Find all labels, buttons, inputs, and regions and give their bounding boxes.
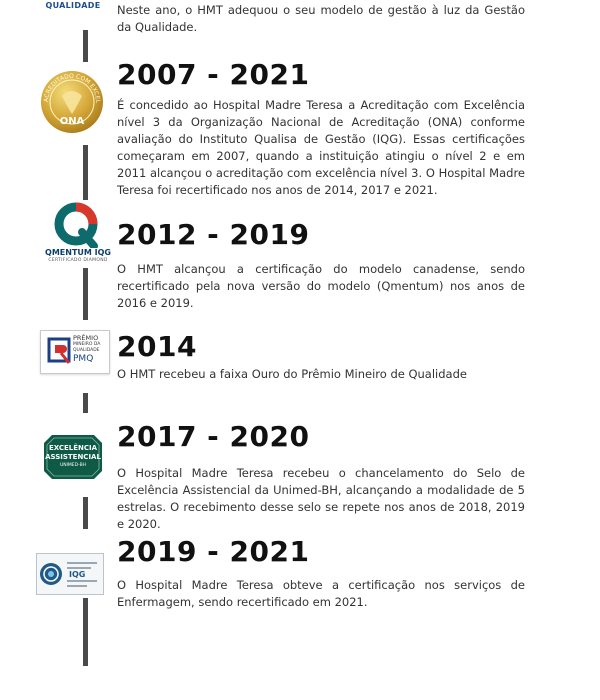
entry-text-2012-2019: O HMT alcançou a certificação do modelo canadense, sendo recertificado pela nova versão do modelo (Qmentum) nos anos de 2016 e 2019. — [117, 262, 525, 310]
entry-text-2017-2020: O Hospital Madre Teresa recebeu o chancelamento do Selo de Excelência Assistencial da Unimed-BH, alcançando a modalidade de 5 estrelas. O recebimento desse selo se repete nos anos de 2018, 2019 e 2020. — [117, 466, 525, 531]
entry-text-intro: Neste ano, o HMT adequou o seu modelo de gestão à luz da Gestão da Qualidade. — [117, 3, 525, 34]
ona-seal-logo — [40, 66, 104, 134]
unimed-line1: EXCELÊNCIA — [48, 444, 98, 452]
entry-text-2019-2021: O Hospital Madre Teresa obteve a certificação nos serviços de Enfermagem, sendo recertificado em 2021. — [117, 578, 525, 609]
pmq-logo — [40, 330, 110, 374]
qmentum-subtitle: CERTIFICADO DIAMOND — [48, 258, 108, 263]
timeline-connector — [83, 145, 88, 200]
unimed-line3: UNIMED-BH — [59, 463, 87, 468]
qualidade-logo — [44, 0, 102, 14]
qmentum-logo — [52, 202, 100, 248]
entry-text-2007-2021: É concedido ao Hospital Madre Teresa a Acreditação com Excelência nível 3 da Organização Nacional de Acreditação (ONA) conforme avaliação do Instituto Qualisa de Gestão (IQG). Essas certificações começaram em 2007, quando a instituição atingiu o nível 2 e em 2011 alcançou o acreditação com excelência nível 3. O Hospital Madre Teresa foi recertificado nos anos de 2014, 2017 e 2021. — [117, 98, 525, 197]
timeline-connector — [83, 268, 88, 320]
timeline-connector — [83, 393, 88, 413]
pmq-line1: PRÊMIO — [73, 334, 99, 342]
timeline-connector — [83, 30, 88, 62]
timeline-connector — [83, 497, 88, 529]
entry-title-2007-2021: 2007 - 2021 — [117, 58, 310, 91]
pmq-line2: MINEIRO DA — [73, 342, 101, 347]
pmq-abbr: PMQ — [73, 354, 94, 364]
ona-mark-text: ONA — [59, 116, 85, 127]
ona-ring-text: ACREDITADO COM EXCEL — [42, 72, 102, 104]
pmq-line3: QUALIDADE — [73, 348, 100, 353]
timeline-connector — [83, 598, 88, 666]
entry-title-2019-2021: 2019 - 2021 — [117, 535, 310, 568]
qmentum-name: QMENTUM IQG — [45, 248, 111, 257]
entry-text-2014: O HMT recebeu a faixa Ouro do Prêmio Mineiro de Qualidade — [117, 367, 467, 381]
entry-title-2017-2020: 2017 - 2020 — [117, 420, 310, 453]
entry-title-2012-2019: 2012 - 2019 — [117, 218, 310, 251]
unimed-excellence-badge — [44, 435, 102, 479]
nursing-certification-logo — [36, 553, 104, 595]
entry-title-2014: 2014 — [117, 330, 197, 363]
unimed-line2: ASSISTENCIAL — [45, 453, 101, 461]
nursing-badge-text: IQG — [69, 570, 86, 579]
qualidade-logo-text: QUALIDADE — [45, 1, 101, 10]
